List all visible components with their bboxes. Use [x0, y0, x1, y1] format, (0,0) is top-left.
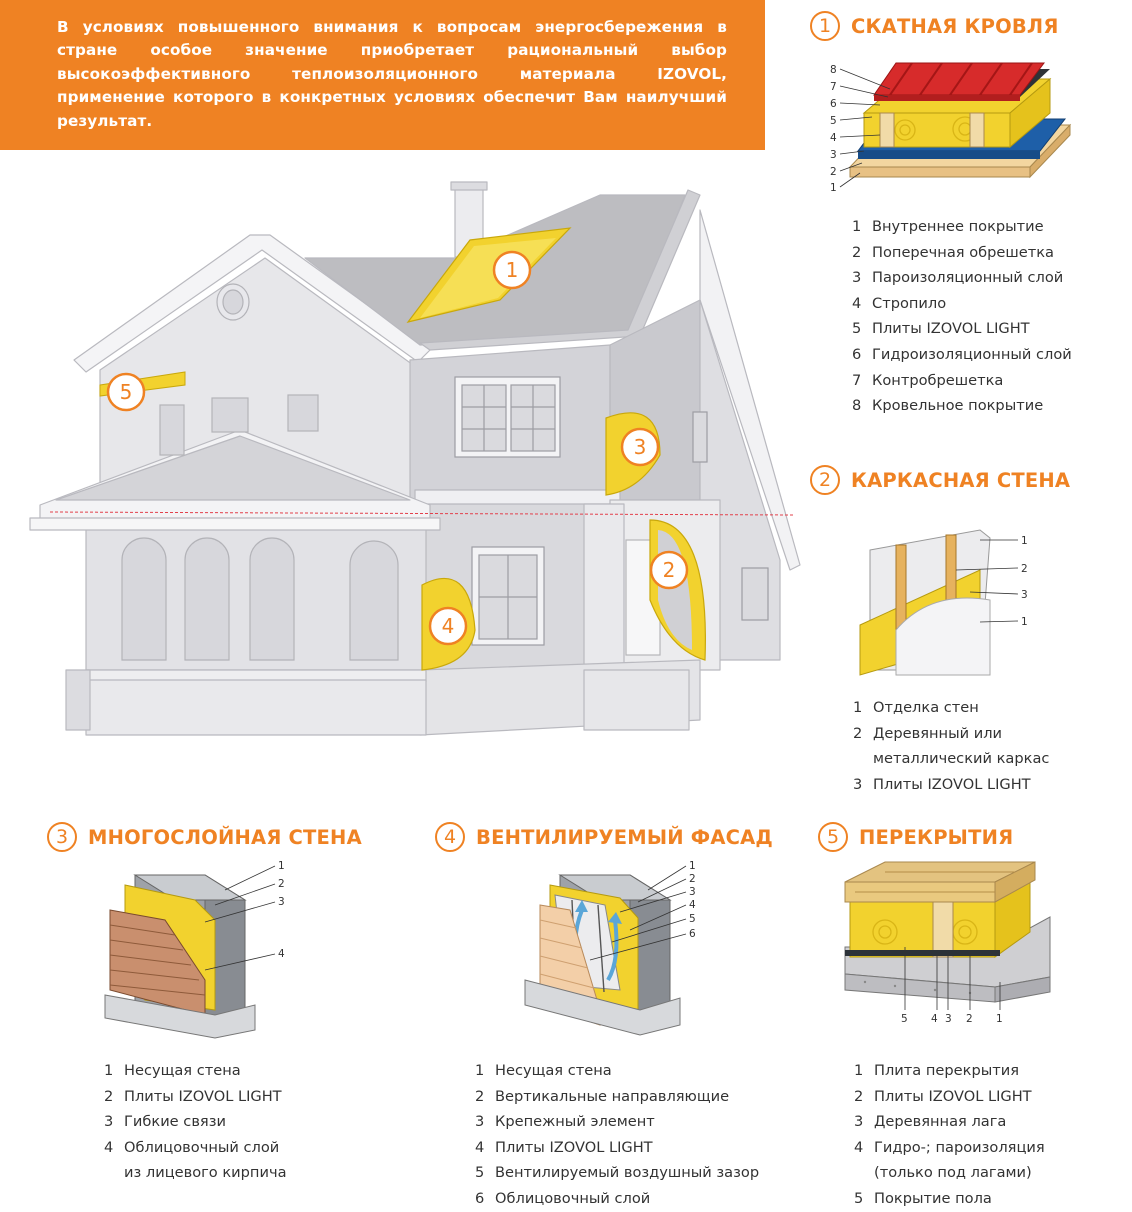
- frame-label-2: 2: [1021, 563, 1028, 575]
- floor-label-5: 5: [901, 1013, 908, 1025]
- list-item: 1 Внутреннее покрытие: [852, 218, 1044, 235]
- svg-text:2: 2: [662, 558, 676, 582]
- section-4-number: 4: [435, 822, 465, 852]
- list-item: 8 Кровельное покрытие: [852, 397, 1044, 415]
- floor-label-1: 1: [996, 1013, 1003, 1025]
- roof-label-4: 4: [830, 132, 837, 144]
- list-item: 6 Облицовочный слой: [475, 1189, 651, 1207]
- list-item: 3 Крепежный элемент: [475, 1113, 655, 1131]
- frame-label-1b: 1: [1021, 616, 1028, 628]
- frame-label-3: 3: [1021, 589, 1028, 601]
- roof-label-1: 1: [830, 182, 837, 194]
- roof-label-3: 3: [830, 149, 837, 161]
- roof-label-6: 6: [830, 98, 837, 110]
- roof-label-7: 7: [830, 81, 837, 93]
- list-item: 7 Контробрешетка: [852, 371, 1004, 389]
- list-item: 1 Плита перекрытия: [854, 1062, 1019, 1079]
- list-item: 2 Деревянный или металлический каркас: [853, 724, 1050, 768]
- list-item: 4 Стропило: [852, 294, 947, 312]
- roof-label-2: 2: [830, 166, 837, 178]
- facade-label-3: 3: [689, 886, 696, 898]
- list-item: 3 Пароизоляционный слой: [852, 269, 1064, 287]
- list-item: 2 Плиты IZOVOL LIGHT: [104, 1087, 282, 1105]
- house-badge-4: [430, 608, 466, 644]
- facade-label-5: 5: [689, 913, 696, 925]
- facade-label-2: 2: [689, 873, 696, 885]
- intro-text: В условиях повышенного внимания к вопросам энергосбережения в стране особое значение приобретает рациональный выбор высокоэффективного теплоизоляционного материала IZOVOL, применение которого в конкретных условиях обеспечит Вам наилучший результат.: [57, 18, 727, 130]
- list-item: 1 Отделка стен: [853, 699, 979, 716]
- floor-label-2: 2: [966, 1013, 973, 1025]
- facade-label-1: 1: [689, 860, 696, 872]
- house-badge-1: [494, 252, 530, 288]
- list-item: 3 Плиты IZOVOL LIGHT: [853, 775, 1031, 793]
- section-5-title: [818, 822, 1013, 852]
- frame-wall-diagram: [860, 530, 1040, 680]
- multilayer-label-4: 4: [278, 948, 285, 960]
- svg-text:3: 3: [633, 435, 647, 459]
- list-item: 4 Гидро-; пароизоляция (только под лагами): [854, 1138, 1045, 1182]
- svg-text:4: 4: [441, 614, 455, 638]
- frame-legend: [853, 695, 1049, 797]
- svg-text:5: 5: [119, 380, 133, 404]
- list-item: 5 Покрытие пола: [854, 1189, 992, 1207]
- roof-legend: [852, 214, 1072, 419]
- list-item: 2 Плиты IZOVOL LIGHT: [854, 1087, 1032, 1105]
- list-item: 6 Гидроизоляционный слой: [852, 345, 1072, 363]
- list-item: 2 Вертикальные направляющие: [475, 1087, 730, 1105]
- roof-label-5: 5: [830, 115, 837, 127]
- facade-legend: [475, 1058, 759, 1212]
- multilayer-label-3: 3: [278, 896, 285, 908]
- section-1-number: 1: [810, 11, 840, 41]
- list-item: 1 Несущая стена: [104, 1062, 241, 1079]
- ventilated-facade-diagram: [520, 860, 710, 1040]
- multilayer-label-2: 2: [278, 878, 285, 890]
- floor-label-4: 4: [931, 1013, 938, 1025]
- house-badge-3: [622, 429, 658, 465]
- facade-label-6: 6: [689, 928, 696, 940]
- list-item: 4 Плиты IZOVOL LIGHT: [475, 1138, 653, 1156]
- section-2-title: [810, 465, 1070, 495]
- house-illustration: [0, 0, 820, 760]
- list-item: 2 Поперечная обрешетка: [852, 243, 1054, 261]
- multilayer-label-1: 1: [278, 860, 285, 872]
- floor-diagram: [845, 862, 1055, 1027]
- section-3-title: [47, 822, 362, 852]
- facade-label-4: 4: [689, 899, 696, 911]
- frame-label-1: 1: [1021, 535, 1028, 547]
- multilayer-wall-diagram: [105, 860, 300, 1040]
- list-item: 3 Гибкие связи: [104, 1113, 226, 1131]
- section-2-heading: КАРКАСНАЯ СТЕНА: [851, 468, 1071, 492]
- list-item: 4 Облицовочный слой из лицевого кирпича: [104, 1138, 287, 1182]
- multilayer-legend: [104, 1058, 287, 1186]
- list-item: 3 Деревянная лага: [854, 1113, 1007, 1131]
- house-badge-2: [651, 552, 687, 588]
- house-badge-5: [108, 374, 144, 410]
- roof-label-8: 8: [830, 64, 837, 76]
- section-4-heading: ВЕНТИЛИРУЕМЫЙ ФАСАД: [476, 825, 774, 849]
- section-4-title: [435, 822, 773, 852]
- floor-legend: [854, 1058, 1045, 1212]
- list-item: 5 Вентилируемый воздушный зазор: [475, 1164, 760, 1182]
- list-item: 1 Несущая стена: [475, 1062, 612, 1079]
- section-1-title: [810, 11, 1059, 41]
- section-1-heading: СКАТНАЯ КРОВЛЯ: [851, 14, 1059, 38]
- svg-text:1: 1: [505, 258, 519, 282]
- list-item: 5 Плиты IZOVOL LIGHT: [852, 320, 1030, 338]
- section-3-heading: МНОГОСЛОЙНАЯ СТЕНА: [88, 825, 362, 849]
- section-5-number: 5: [818, 822, 848, 852]
- section-3-number: 3: [47, 822, 77, 852]
- section-5-heading: ПЕРЕКРЫТИЯ: [859, 825, 1014, 849]
- roof-diagram: [820, 55, 1070, 195]
- floor-label-3: 3: [945, 1013, 952, 1025]
- section-2-number: 2: [810, 465, 840, 495]
